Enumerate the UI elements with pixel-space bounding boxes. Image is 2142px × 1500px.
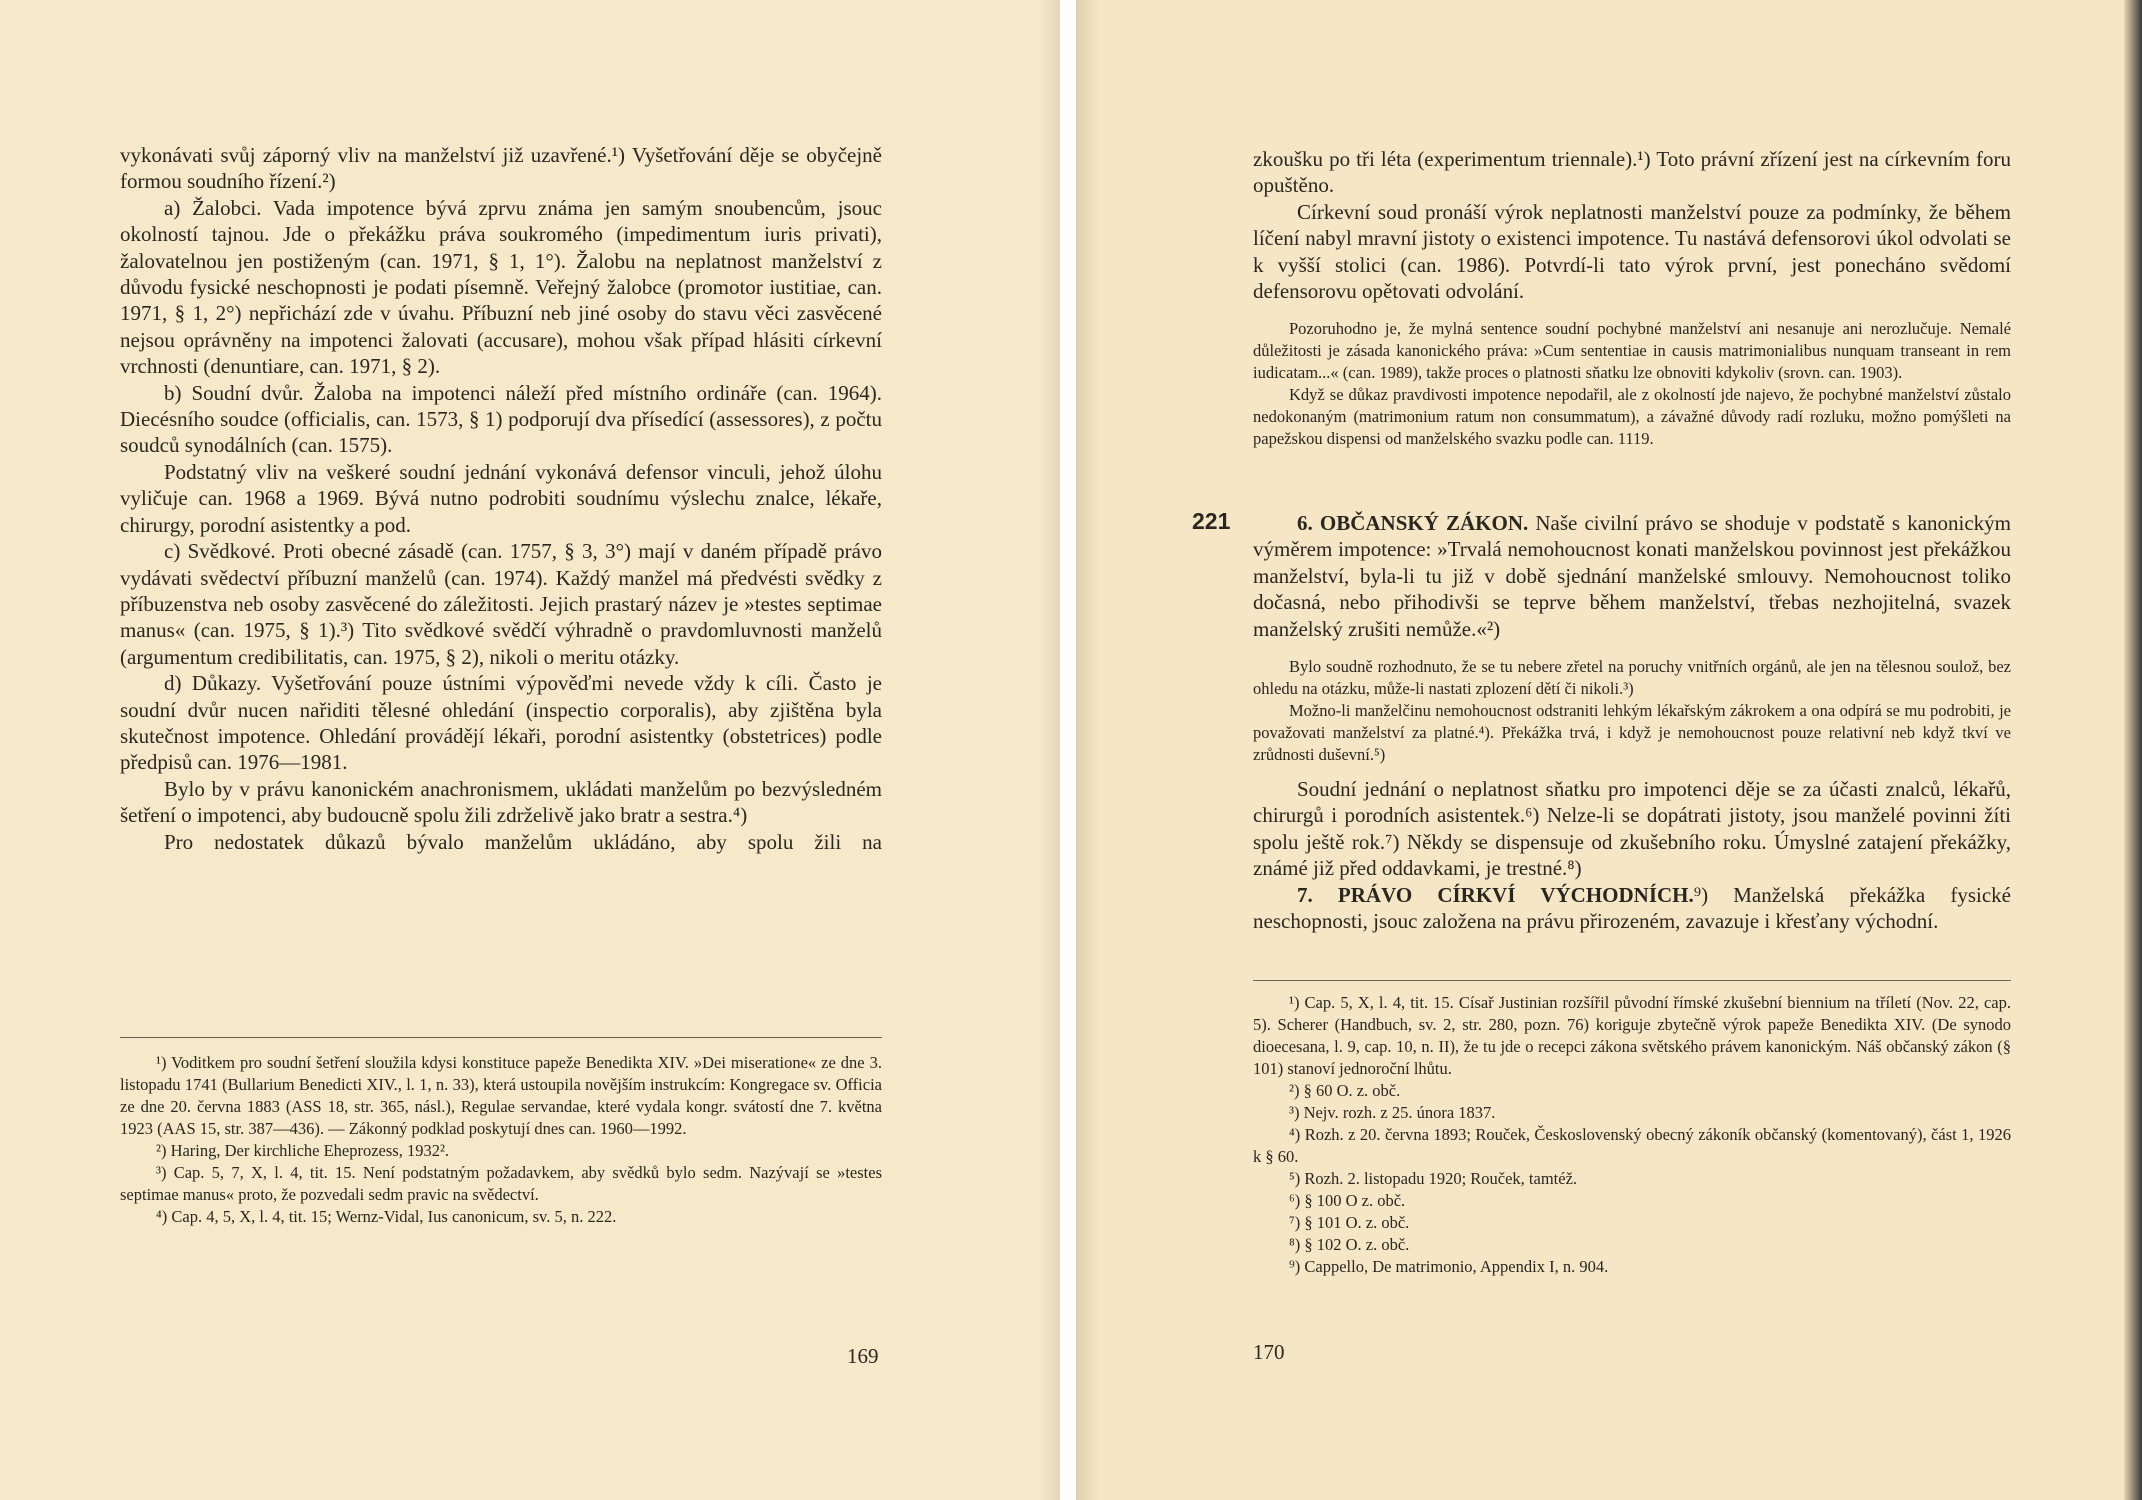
section-6-text: Naše civilní právo se shoduje v podstatě s kanonickým výměrem impotence: »Trvalá nemohoucnost konati manželskou povinnost jest překážkou manželství, byla-li tu již v době sjednání manželské smlouvy. Nemohoucnost toliko dočasná, nebo přihodivši se teprve během manželství, třebas nezhojitelná, svazek manželský zrušiti nemůže.«²)	[1253, 511, 2012, 641]
right-footnotes	[1253, 992, 2011, 1278]
small-paragraph: Možno-li manželčinu nemohoucnost odstraniti lehkým lékařským zákrokem a ona odpírá se mu podrobiti, je považovati manželství za platné.⁴). Překážka trvá, i když je nemohoucnost pouze relativní neb když tkví ve zrůdnosti duševní.⁵)	[1253, 701, 2011, 764]
section-6-heading: 6. OBČANSKÝ ZÁKON.	[1297, 511, 1529, 535]
footnote: ⁹) Cappello, De matrimonio, Appendix I, n. 904.	[1289, 1257, 1609, 1276]
small-paragraph: Bylo soudně rozhodnuto, že se tu nebere zřetel na poruchy vnitřních orgánů, ale jen na tělesnou soulož, bez ohledu na otázku, může-li nastati zplození dětí či nikoli.³)	[1253, 657, 2011, 698]
left-paragraph: Bylo by v právu kanonickém anachronismem, ukládati manželům po bezvýsledném šetření o impotenci, aby budoucně spolu žili zdrželivě jako bratr a sestra.⁴)	[120, 776, 882, 828]
left-paragraph: c) Svědkové. Proti obecné zásadě (can. 1757, § 3, 3°) mají v daném případě právo vydávati svědectví příbuzní manželů (can. 1974). Každý manžel má předvésti svědky z příbuzenstva neb osoby zasvěcené do záležitosti. Jejich prastarý název je »testes septimae manus« (can. 1975, § 1).³) Tito svědkové svědčí výhradně o pravdomluvnosti manželů (argumentum credibilitatis, can. 1975, § 2), nikoli o meritu otázky.	[120, 539, 882, 669]
left-paragraph: Pro nedostatek důkazů bývalo manželům ukládáno, aby spolu žili na	[164, 829, 882, 854]
scan-edge	[2124, 0, 2142, 1500]
footnote-rule-left	[120, 1037, 882, 1038]
footnote: ⁵) Rozh. 2. listopadu 1920; Rouček, tamtéž.	[1289, 1169, 1578, 1188]
footnote: ⁴) Rozh. z 20. června 1893; Rouček, Československý obecný zákoník občanský (komentovaný), část 1, 1926 k § 60.	[1253, 1125, 2011, 1166]
right-body-bottom	[1253, 776, 2011, 934]
gutter-shadow-right	[1076, 0, 1100, 1500]
left-paragraph: d) Důkazy. Vyšetřování pouze ústními výpověďmi nevede vždy k cíli. Často je soudní dvůr nucen nařiditi tělesné ohledání (inspectio corporalis), aby zjištěna byla skutečnost impotence. Ohledání provádějí lékaři, porodní asistentky (obstetrices) podle předpisů can. 1976—1981.	[120, 671, 882, 775]
footnote: ¹) Voditkem pro soudní šetření sloužila kdysi konstituce papeže Benedikta XIV. »Dei miseratione« ze dne 3. listopadu 1741 (Bullarium Benedicti XIV., l. 1, n. 33), která ustoupila novějším instrukcím: Kongregace sv. Officia ze dne 20. června 1883 (ASS 18, str. 365, násl.), Regulae servandae, které vydala kongr. svátostí dne 7. května 1923 (AAS 15, str. 387—436). — Zákonný podklad poskytují dnes can. 1960—1992.	[120, 1053, 882, 1138]
footnote: ⁷) § 101 O. z. obč.	[1289, 1213, 1410, 1232]
left-body-text	[120, 142, 882, 855]
footnote: ¹) Cap. 5, X, l. 4, tit. 15. Císař Justinian rozšířil původní římské zkušební biennium na tříletí (Nov. 22, cap. 5). Scherer (Handbuch, sv. 2, str. 280, pozn. 76) koriguje zbytečně výrok papeže Benedikta XIV. (De synodo dioecesana, l. 9, cap. 10, n. II), že tu jde o recepci zákona světského právem kanonickým. Náš občanský zákon (§ 101) stanoví jednoroční lhůtu.	[1253, 993, 2011, 1078]
section-7-heading: 7. PRÁVO CÍRKVÍ VÝCHODNÍCH.	[1297, 882, 1694, 907]
section-7-text: ⁹) Manželská překážka fysické neschopnosti, jsouc založena na právu přirozeném, zavazuje i křesťany východní.	[1253, 882, 2011, 934]
right-small-text-2	[1253, 656, 2011, 766]
left-paragraph: a) Žalobci. Vada impotence bývá zprvu známa jen samým snoubencům, jsouc okolností tajnou. Jde o překážku práva soukromého (impedimentum iuris privati), žalovatelnou jen postiženým (can. 1971, § 1, 1°). Žalobu na neplatnost manželství z důvodu fysické neschopnosti je podati písemně. Veřejný žalobce (promotor iustitiae, can. 1971, § 1, 2°) nepřichází zde v úvahu. Příbuzní neb jiné osoby do stavu věci zasvěcené nejsou oprávněny na impotenci žalovati (accusare), mohou však případ hlásiti církevní vrchnosti (denuntiare, can. 1971, § 2).	[120, 195, 882, 379]
left-paragraph: vykonávati svůj záporný vliv na manželství již uzavřené.¹) Vyšetřování děje se obyčejně formou soudního řízení.²)	[120, 143, 882, 194]
right-small-text-1	[1253, 318, 2011, 450]
left-paragraph: b) Soudní dvůr. Žaloba na impotenci náleží před místního ordináře (can. 1964). Diecésního soudce (officialis, can. 1573, § 1) podporují dva přísedící (assessores), z počtu soudců synodálních (can. 1575).	[120, 380, 882, 458]
small-paragraph: Když se důkaz pravdivosti impotence nepodařil, ale z okolností jde najevo, že pochybné manželství zůstalo nedokonaným (matrimonium ratum non consummatum), a závažné důvody radí rozluku, možno pomýšleti na papežskou dispensi od manželského svazku podle can. 1119.	[1253, 385, 2011, 448]
right-paragraph: Soudní jednání o neplatnost sňatku pro impotenci děje se za účasti znalců, lékařů, chirurgů i porodních asistentek.⁶) Nelze-li se dopátrati jistoty, jsou manželé povinni žíti spolu ještě rok.⁷) Někdy se dispensuje od zkušebního roku. Úmyslné zatajení překážky, známé již před oddavkami, je trestné.⁸)	[1253, 777, 2011, 881]
left-paragraph: Podstatný vliv na veškeré soudní jednání vykonává defensor vinculi, jehož úlohu vyličuje can. 1968 a 1969. Bývá nutno podrobiti soudnímu výslechu znalce, lékaře, chirurgy, porodní asistentky a pod.	[120, 459, 882, 537]
page-number-right: 170	[1253, 1340, 1285, 1364]
footnote-rule-right	[1253, 980, 2011, 981]
right-body-top	[1253, 146, 2011, 304]
right-paragraph: zkoušku po tři léta (experimentum triennale).¹) Toto právní zřízení jest na církevním foru opuštěno.	[1253, 147, 2011, 198]
gutter-shadow-left	[1040, 0, 1060, 1500]
page-number-left: 169	[847, 1344, 879, 1368]
footnote: ³) Cap. 5, 7, X, l. 4, tit. 15. Není podstatným požadavkem, aby svědků bylo sedm. Nazývají se »testes septimae manus« proto, že pozvedali sedm pravic na svědectví.	[120, 1163, 882, 1204]
right-paragraph: Církevní soud pronáší výrok neplatnosti manželství pouze za podmínky, že během líčení nabyl mravní jistoty o existenci impotence. Tu nastává defensorovi úkol odvolati se k vyšší stolici (can. 1986). Potvrdí-li tato výrok první, jest ponecháno svědomí defensorovu opětovati odvolání.	[1253, 199, 2011, 304]
left-footnotes	[120, 1052, 882, 1228]
footnote: ⁸) § 102 O. z. obč.	[1289, 1235, 1410, 1254]
footnote: ³) Nejv. rozh. z 25. února 1837.	[1289, 1103, 1496, 1122]
margin-number: 221	[1192, 508, 1231, 534]
footnote: ²) § 60 O. z. obč.	[1289, 1081, 1401, 1100]
footnote: ⁶) § 100 O z. obč.	[1289, 1191, 1406, 1210]
right-section-6	[1253, 510, 2011, 642]
small-paragraph: Pozoruhodno je, že mylná sentence soudní pochybné manželství ani nesanuje ani nerozlučuje. Nemalé důležitosti je zásada kanonického práva: »Cum sententiae in causis matrimonialibus nunquam transeant in rem iudicatam...« (can. 1989), takže proces o platnosti sňatku lze obnoviti kdykoliv (srovn. can. 1903).	[1253, 319, 2011, 382]
footnote: ⁴) Cap. 4, 5, X, l. 4, tit. 15; Wernz-Vidal, Ius canonicum, sv. 5, n. 222.	[156, 1207, 617, 1226]
footnote: ²) Haring, Der kirchliche Eheprozess, 1932².	[156, 1141, 450, 1160]
